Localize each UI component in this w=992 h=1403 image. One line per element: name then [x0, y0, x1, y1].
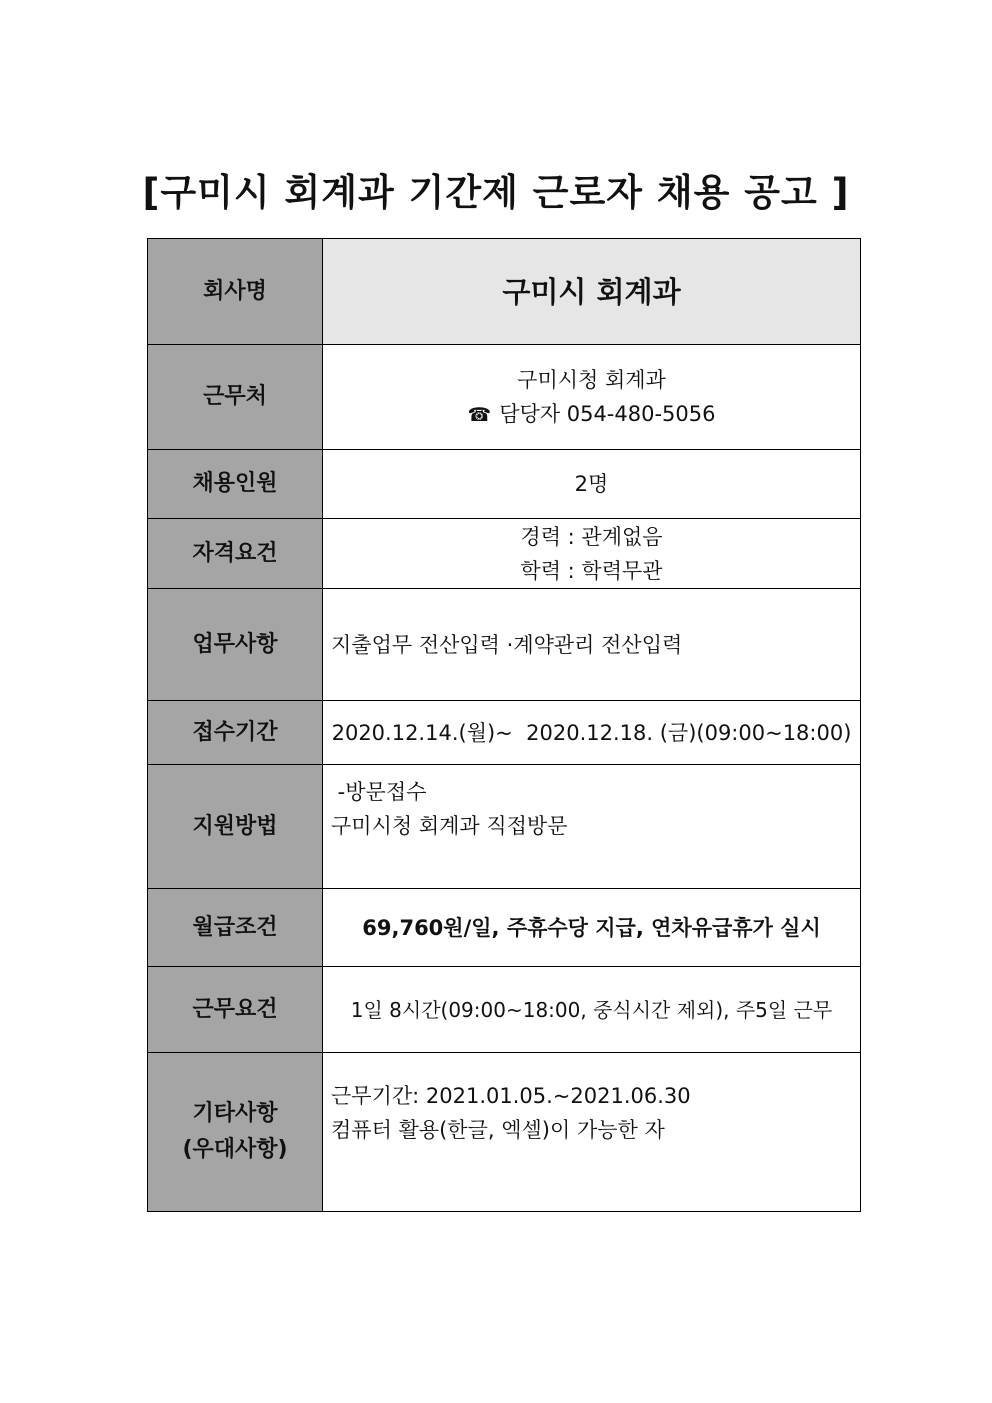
page-title: [구미시 회계과 기간제 근로자 채용 공고 ]: [142, 171, 850, 214]
label-qualification: 자격요건: [148, 519, 323, 589]
row-method: [148, 765, 861, 889]
contact-text: 담당자 054-480-5056: [499, 401, 716, 426]
value-etc: [323, 1053, 861, 1212]
value-company: 구미시 회계과: [323, 239, 861, 345]
contact-line: [323, 397, 860, 432]
row-period: [148, 701, 861, 765]
phone-icon: ☎: [467, 403, 492, 426]
row-company: [148, 239, 861, 345]
preference-line: 컴퓨터 활용(한글, 엑셀)이 가능한 자: [331, 1118, 665, 1142]
row-workplace: [148, 345, 861, 450]
method-line-2: 구미시청 회계과 직접방문: [331, 814, 568, 838]
label-company: 회사명: [148, 239, 323, 345]
label-headcount: 채용인원: [148, 450, 323, 519]
value-conditions: 1일 8시간(09:00~18:00, 중식시간 제외), 주5일 근무: [323, 967, 861, 1053]
value-headcount: 2명: [323, 450, 861, 519]
work-period-line: 근무기간: 2021.01.05.~2021.06.30: [331, 1084, 691, 1108]
value-duties: 지출업무 전산입력 ·계약관리 전산입력: [323, 589, 861, 701]
label-duties: 업무사항: [148, 589, 323, 701]
row-headcount: [148, 450, 861, 519]
education-line: 학력 : 학력무관: [520, 558, 663, 583]
recruitment-table: [147, 238, 861, 1212]
row-salary: [148, 889, 861, 967]
career-line: 경력 : 관계없음: [520, 524, 663, 549]
label-conditions: 근무요건: [148, 967, 323, 1053]
label-method: 지원방법: [148, 765, 323, 889]
label-etc-line-2: (우대사항): [182, 1137, 288, 1162]
label-salary: 월급조건: [148, 889, 323, 967]
label-etc: [148, 1053, 323, 1212]
label-period: 접수기간: [148, 701, 323, 765]
label-etc-line-1: 기타사항: [192, 1101, 278, 1126]
row-duties: [148, 589, 861, 701]
row-qualification: [148, 519, 861, 589]
value-period: 2020.12.14.(월)~ 2020.12.18. (금)(09:00~18:00): [323, 701, 861, 765]
workplace-line: 구미시청 회계과: [517, 367, 666, 392]
label-workplace: 근무처: [148, 345, 323, 450]
value-workplace: [323, 345, 861, 450]
method-line-1: -방문접수: [331, 780, 427, 804]
value-method: [323, 765, 861, 889]
value-salary: 69,760원/일, 주휴수당 지급, 연차유급휴가 실시: [323, 889, 861, 967]
row-etc: [148, 1053, 861, 1212]
row-conditions: [148, 967, 861, 1053]
value-qualification: [323, 519, 861, 589]
